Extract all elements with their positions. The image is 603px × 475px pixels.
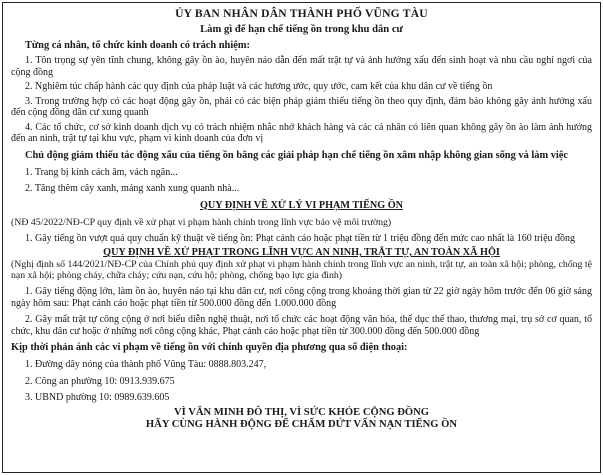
responsibility-item-4: 4. Các tổ chức, cơ sở kinh doanh dịch vụ có trách nhiệm nhắc nhở khách hàng và các cá nhân có liên quan không gây ồn ào làm ảnh hưởng đến an ninh, trật tự tại khu vực, phạm vi kinh doanh của đơn vị bbox=[11, 121, 592, 144]
regulation-2-heading: QUY ĐỊNH VỀ XỬ PHẠT TRONG LĨNH VỰC AN NINH, TRẬT TỰ, AN TOÀN XÃ HỘI bbox=[103, 247, 500, 258]
regulation-1-item-1: 1. Gây tiếng ồn vượt quá quy chuẩn kỹ thuật về tiếng ồn: Phạt cảnh cáo hoặc phạt tiền từ 1 triệu đồng đến mức cao nhất là 160 triệu đồng bbox=[25, 232, 576, 244]
slogan-line-2: HÃY CÙNG HÀNH ĐỘNG ĐỂ CHẤM DỨT VẤN NẠN TIẾNG ỒN bbox=[145, 418, 458, 430]
responsibility-item-1: 1. Tôn trọng sự yên tĩnh chung, không gây ồn ào, huyên náo dẫn đến mất trật tự và ảnh hưởng xấu đến sinh hoạt và nhu cầu nghỉ ngơi của cộng đồng bbox=[11, 55, 592, 78]
regulation-2-item-2: 2. Gây mất trật tự công cộng ở nơi biểu diễn nghệ thuật, nơi tổ chức các hoạt động văn hóa, thể dục thể thao, thương mại, trụ sở cơ quan, tổ chức, khu dân cư hoặc ở những nơi công cộng khác, Phạt cảnh cáo hoặc phạt tiền từ 300.000 đồng đến 500.000 đồng bbox=[11, 314, 592, 337]
notice-frame bbox=[2, 2, 601, 473]
regulation-1-heading: QUY ĐỊNH VỀ XỬ LÝ VI PHẠM TIẾNG ỒN bbox=[199, 199, 403, 211]
proactive-item-1: 1. Trang bị kính cách âm, vách ngăn... bbox=[25, 166, 178, 178]
responsibility-item-2: 2. Nghiêm túc chấp hành các quy định của pháp luật và các hương ước, quy ước, cam kết của khu dân cư về tiếng ồn bbox=[25, 81, 493, 92]
contacts-heading: Kịp thời phản ánh các vi phạm về tiếng ồn với chính quyền địa phương qua số điện thoại: bbox=[11, 342, 408, 353]
contact-police: 2. Công an phường 10: 0913.939.675 bbox=[25, 375, 175, 387]
page-title: ỦY BAN NHÂN DÂN THÀNH PHỐ VŨNG TÀU bbox=[175, 7, 428, 20]
proactive-item-2: 2. Tăng thêm cây xanh, mảng xanh xung quanh nhà... bbox=[25, 183, 240, 194]
page-subtitle: Làm gì để hạn chế tiếng ồn trong khu dân cư bbox=[200, 24, 403, 35]
proactive-heading: Chủ động giảm thiểu tác động xấu của tiếng ồn bằng các giải pháp hạn chế tiếng ồn xâm nhập không gian sống và làm việc bbox=[25, 149, 569, 161]
regulation-1-basis: (NĐ 45/2022/NĐ-CP quy định về xử phạt vi phạm hành chính trong lĩnh vực bảo vệ môi trường) bbox=[11, 216, 392, 228]
contact-hotline: 1. Đường dây nóng của thành phố Vũng Tàu: 0888.803.247, bbox=[25, 359, 267, 370]
contact-committee: 3. UBND phường 10: 0989.639.605 bbox=[25, 392, 170, 403]
responsibility-item-3: 3. Trong trường hợp có các hoạt động gây ồn, phải có các biện pháp giảm thiểu tiếng ồn theo quy định, đảm bảo không gây ảnh hưởng xấu đến cộng đồng dân cư xung quanh bbox=[11, 95, 592, 118]
responsibility-heading: Từng cá nhân, tổ chức kinh doanh có trách nhiệm: bbox=[25, 40, 250, 51]
regulation-2-basis: (Nghị định số 144/2021/NĐ-CP của Chính phủ quy định xử phạt vi phạm hành chính trong lĩnh vực an ninh, trật tự, an toàn xã hội; phòng, chống tệ nạn xã hội; phòng cháy, chữa cháy; cứu nạn, cứu hộ; phòng, chống bạo lực gia đình) bbox=[11, 259, 592, 281]
regulation-2-item-1: 1. Gây tiếng động lớn, làm ồn ào, huyên náo tại khu dân cư, nơi công cộng trong khoảng thời gian từ 22 giờ ngày hôm trước đến 06 giờ sáng ngày hôm sau: Phạt cảnh cáo hoặc phạt tiền từ 500.000 đồng đến 1.000.000 đồng bbox=[11, 286, 592, 309]
slogan-line-1: VÌ VĂN MINH ĐÔ THỊ, VÌ SỨC KHỎE CỘNG ĐỒNG bbox=[173, 406, 430, 418]
